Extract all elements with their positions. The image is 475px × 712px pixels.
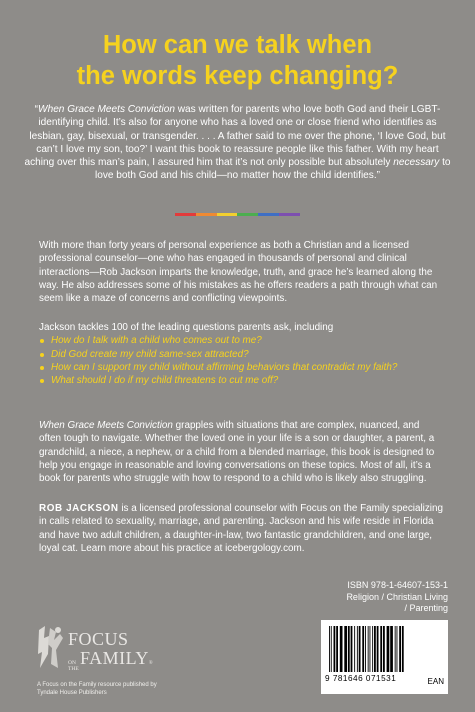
question-item [39, 361, 443, 374]
quote-text-part-1: was written for parents who love both God and their LGBT-identifying child. It’s also for anyone who has a loved one or close friend who identifies as lesbian, gay, bisexual, or transgender. . . . A father said to me over the phone, ‘I love God, but can’t I love my son, too?’ I want this book to reassure people like this father. With my heart aching over this man’s pain, I assured him that it’s not only possible but absolutely [24, 104, 446, 169]
barcode-bar [329, 626, 330, 672]
headline-line-2: the words keep changing? [76, 62, 399, 90]
logo-trademark: ® [148, 661, 153, 666]
barcode-bar [374, 626, 376, 672]
quote-open-mark: “ [34, 104, 39, 115]
isbn-number: ISBN 978-1-64607-153-1 [347, 580, 448, 590]
questions-intro: Jackson tackles 100 of the leading questions parents ask, including [39, 322, 334, 333]
barcode-bar [348, 626, 350, 672]
question-item [39, 348, 443, 361]
barcode-bar [359, 626, 361, 672]
author-name: ROB JACKSON [39, 503, 119, 514]
author-quote [22, 103, 453, 183]
category-line-2: / Parenting [404, 603, 448, 613]
bullet-dot-icon [40, 353, 44, 357]
author-experience-paragraph: With more than forty years of personal experience as both a Christian and a licensed professional counselor—one who has engaged in thousands of personal and clinical interactions—Rob Jackson imparts the knowledge, truth, and grace he’s learned along the way. He also addresses some of his mistakes as he offers readers a path through what can seem like a maze of concerns and conflicting viewpoints. [39, 240, 438, 305]
barcode-bar [340, 626, 343, 672]
barcode-bar [351, 626, 353, 672]
barcode-bar [368, 626, 369, 672]
barcode-bar [383, 626, 385, 672]
barcode-bar [395, 626, 396, 672]
barcode-bar [380, 626, 382, 672]
question-text: Did God create my child same-sex attracted? [51, 348, 249, 360]
barcode-bar [387, 626, 390, 672]
logo-family-word: FAMILY [80, 648, 149, 668]
barcode-bar [362, 626, 364, 672]
barcode-bar [390, 626, 393, 672]
barcode-bar [397, 626, 398, 672]
barcode-bar [354, 626, 355, 672]
barcode-bar [399, 626, 401, 672]
questions-section [39, 321, 443, 387]
isbn-info [318, 580, 448, 615]
headline-line-1: How can we talk when [102, 31, 373, 59]
book-description-paragraph [39, 419, 443, 485]
category-line-1: Religion / Christian Living [346, 591, 448, 602]
question-text: What should I do if my child threatens to cut me off? [51, 375, 279, 387]
quote-book-title: When Grace Meets Conviction [38, 104, 175, 115]
barcode-bar [365, 626, 366, 672]
rainbow-segment [196, 213, 217, 216]
bullet-dot-icon [40, 379, 44, 383]
barcode-bar [336, 626, 338, 672]
questions-list [39, 334, 443, 387]
description-book-title: When Grace Meets Conviction [39, 420, 173, 431]
barcode-bar [377, 626, 379, 672]
rainbow-segment [279, 213, 300, 216]
barcode-box [321, 620, 448, 694]
focus-on-the-family-logo [36, 622, 186, 677]
question-item [39, 374, 443, 387]
logo-wordmark [68, 630, 153, 672]
logo-focus-word: FOCUS [68, 629, 129, 649]
author-bio [39, 502, 443, 555]
question-text: How do I talk with a child who comes out to me? [51, 335, 262, 347]
quote-text-part-2: to love both God and his child—no matter how the child identifies.” [94, 157, 451, 182]
question-text: How can I support my child without affirming behaviors that contradict my faith? [51, 361, 398, 373]
rainbow-divider [175, 213, 300, 216]
back-cover-headline [0, 30, 475, 92]
author-bio-text: is a licensed professional counselor with Focus on the Family specializing in calls related to sexuality, marriage, and parenting. Jackson and his wife reside in Florida and have two adult children, a daughter-in-law, two fantastic grandchildren, and one large, loyal cat. Learn more about his practice at icebergology.com. [39, 503, 443, 554]
bullet-dot-icon [40, 366, 44, 370]
publisher-imprint [37, 681, 237, 697]
imprint-line-1: A Focus on the Family resource published by [37, 682, 157, 688]
barcode-bar [370, 626, 371, 672]
description-text: grapples with situations that are complex, nuanced, and often tough to navigate. Whether the loved one in your life is a son or daughter, a parent, a grandchild, a niece, a nephew, or a child from a blended marriage, this book is designed to help you engage in reasonable and loving conversations on these topics. Most of all, it’s a book for parents who struggle with how to respond to a child who is likely also struggling. [39, 420, 435, 485]
logo-on-the: ON THE [68, 660, 79, 672]
imprint-line-2: Tyndale House Publishers [37, 690, 107, 696]
bullet-dot-icon [40, 339, 44, 343]
barcode-ean-label: EAN [427, 677, 444, 686]
question-item [39, 334, 443, 347]
barcode-bar [357, 626, 358, 672]
rainbow-segment [237, 213, 258, 216]
rainbow-segment [175, 213, 196, 216]
rainbow-segment [217, 213, 238, 216]
rainbow-segment [258, 213, 279, 216]
barcode-bar [344, 626, 347, 672]
barcode-digits: 9 781646 071531 [325, 674, 397, 683]
barcode-bar [334, 626, 336, 672]
barcode-bar [402, 626, 404, 672]
barcode-bar [331, 626, 332, 672]
barcode-bars [327, 626, 421, 674]
family-figures-icon [36, 624, 66, 672]
barcode-bar [372, 626, 373, 672]
quote-emphasis: necessary [393, 157, 440, 169]
